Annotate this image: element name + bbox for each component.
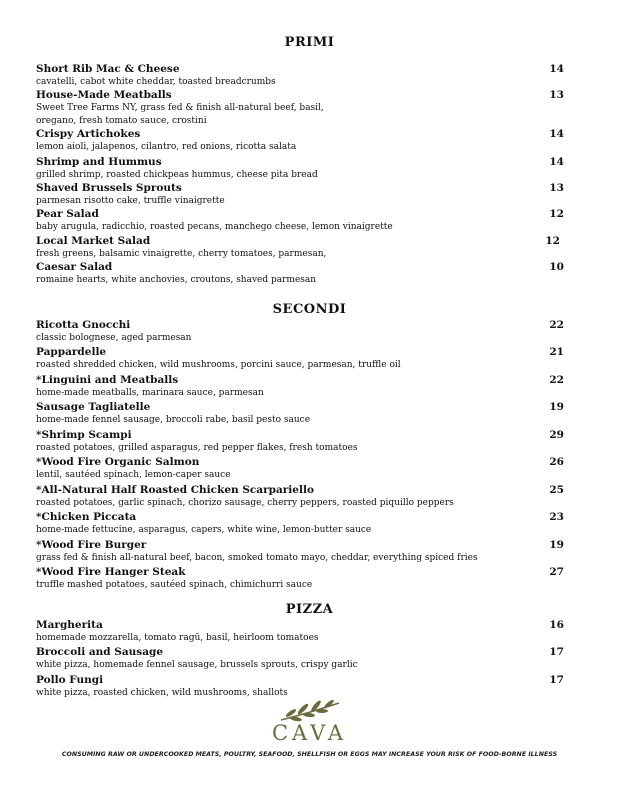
item-description: classic bolognese, aged parmesan xyxy=(36,333,192,343)
item-description: cavatelli, cabot white cheddar, toasted breadcrumbs xyxy=(36,77,276,87)
item-description: baby arugula, radicchio, roasted pecans, manchego cheese, lemon vinaigrette xyxy=(36,222,393,232)
item-price: 13 xyxy=(549,182,564,194)
menu-item xyxy=(36,63,564,89)
menu-item xyxy=(36,646,564,672)
section-title-pizza: PIZZA xyxy=(285,602,334,617)
menu-item xyxy=(36,374,564,400)
menu-item xyxy=(36,319,564,345)
menu-item xyxy=(36,619,564,645)
menu-item xyxy=(36,156,564,182)
menu-item xyxy=(36,566,564,592)
menu-item xyxy=(36,429,564,455)
item-description: roasted potatoes, grilled asparagus, red pepper flakes, fresh tomatoes xyxy=(36,443,358,453)
item-price: 12 xyxy=(549,208,564,220)
item-description: lentil, sautéed spinach, lemon-caper sauce xyxy=(36,470,231,480)
item-name: Margherita xyxy=(36,619,103,631)
menu-item xyxy=(36,182,564,208)
item-price: 22 xyxy=(549,319,564,331)
item-price: 27 xyxy=(549,566,564,578)
item-price: 26 xyxy=(549,456,564,468)
menu-item xyxy=(36,511,564,537)
item-description: Sweet Tree Farms NY, grass fed & finish all-natural beef, basil, xyxy=(36,103,324,113)
item-name: *Wood Fire Hanger Steak xyxy=(36,566,186,578)
item-price: 17 xyxy=(549,646,564,658)
item-name: *Wood Fire Organic Salmon xyxy=(36,456,200,468)
item-description: oregano, fresh tomato sauce, crostini xyxy=(36,116,207,126)
item-name: Local Market Salad xyxy=(36,235,151,247)
item-price: 29 xyxy=(549,429,564,441)
item-name: Caesar Salad xyxy=(36,261,113,273)
item-name: Sausage Tagliatelle xyxy=(36,401,151,413)
item-description: white pizza, homemade fennel sausage, brussels sprouts, crispy garlic xyxy=(36,660,358,670)
item-price: 25 xyxy=(549,484,564,496)
item-description: fresh greens, balsamic vinaigrette, cherry tomatoes, parmesan, xyxy=(36,249,327,259)
item-name: Pappardelle xyxy=(36,346,107,358)
item-description: roasted potatoes, garlic spinach, chorizo sausage, cherry peppers, roasted piquillo peppers xyxy=(36,498,454,508)
section-title-secondi: SECONDI xyxy=(272,302,347,317)
item-name: Broccoli and Sausage xyxy=(36,646,164,658)
menu-item xyxy=(36,674,564,700)
menu-item xyxy=(36,89,564,128)
item-description: grass fed & finish all-natural beef, bacon, smoked tomato mayo, cheddar, everything spiced fries xyxy=(36,553,478,563)
menu-item xyxy=(36,346,564,372)
menu-item xyxy=(36,401,564,427)
item-name: Short Rib Mac & Cheese xyxy=(36,63,180,75)
item-description: lemon aioli, jalapenos, cilantro, red onions, ricotta salata xyxy=(36,142,297,152)
item-price: 13 xyxy=(549,89,564,101)
menu-item xyxy=(36,539,564,565)
menu-item xyxy=(36,128,564,154)
item-name: Shaved Brussels Sprouts xyxy=(36,182,182,194)
item-description: home-made fennel sausage, broccoli rabe, basil pesto sauce xyxy=(36,415,311,425)
item-description: grilled shrimp, roasted chickpeas hummus, cheese pita bread xyxy=(36,170,318,180)
item-price: 17 xyxy=(549,674,564,686)
cava-logo xyxy=(0,700,619,744)
section-title-primi: PRIMI xyxy=(284,35,335,50)
item-name: *Wood Fire Burger xyxy=(36,539,147,551)
menu-item xyxy=(36,235,560,261)
item-description: white pizza, roasted chicken, wild mushrooms, shallots xyxy=(36,688,288,698)
menu-item xyxy=(36,484,564,510)
item-price: 21 xyxy=(549,346,564,358)
item-description: truffle mashed potatoes, sautéed spinach, chimichurri sauce xyxy=(36,580,313,590)
item-name: *Shrimp Scampi xyxy=(36,429,132,441)
menu-item xyxy=(36,456,564,482)
item-price: 22 xyxy=(549,374,564,386)
item-description: parmesan risotto cake, truffle vinaigrette xyxy=(36,196,225,206)
item-description: home-made fettucine, asparagus, capers, white wine, lemon-butter sauce xyxy=(36,525,372,535)
item-name: Pear Salad xyxy=(36,208,99,220)
item-name: *Linguini and Meatballs xyxy=(36,374,179,386)
item-name: House-Made Meatballs xyxy=(36,89,172,101)
item-name: *All-Natural Half Roasted Chicken Scarpariello xyxy=(36,484,314,496)
item-name: Crispy Artichokes xyxy=(36,128,141,140)
logo-text: CAVA xyxy=(271,721,348,745)
item-price: 19 xyxy=(549,401,564,413)
item-name: Shrimp and Hummus xyxy=(36,156,162,168)
item-name: *Chicken Piccata xyxy=(36,511,137,523)
food-safety-disclaimer: CONSUMING RAW OR UNDERCOOKED MEATS, POULTRY, SEAFOOD, SHELLFISH OR EGGS MAY INCREASE YOUR RISK OF FOOD-BORNE ILLNESS xyxy=(61,751,558,758)
item-price: 12 xyxy=(545,235,560,247)
item-price: 19 xyxy=(549,539,564,551)
item-description: homemade mozzarella, tomato ragū, basil, heirloom tomatoes xyxy=(36,633,319,643)
item-name: Ricotta Gnocchi xyxy=(36,319,131,331)
item-name: Pollo Fungi xyxy=(36,674,104,686)
item-price: 10 xyxy=(549,261,564,273)
item-price: 23 xyxy=(549,511,564,523)
item-price: 14 xyxy=(549,128,564,140)
item-price: 14 xyxy=(549,63,564,75)
item-description: roasted shredded chicken, wild mushrooms, porcini sauce, parmesan, truffle oil xyxy=(36,360,401,370)
item-price: 16 xyxy=(549,619,564,631)
menu-item xyxy=(36,261,564,287)
menu-item xyxy=(36,208,564,234)
item-price: 14 xyxy=(549,156,564,168)
item-description: romaine hearts, white anchovies, croutons, shaved parmesan xyxy=(36,275,317,285)
item-description: home-made meatballs, marinara sauce, parmesan xyxy=(36,388,264,398)
